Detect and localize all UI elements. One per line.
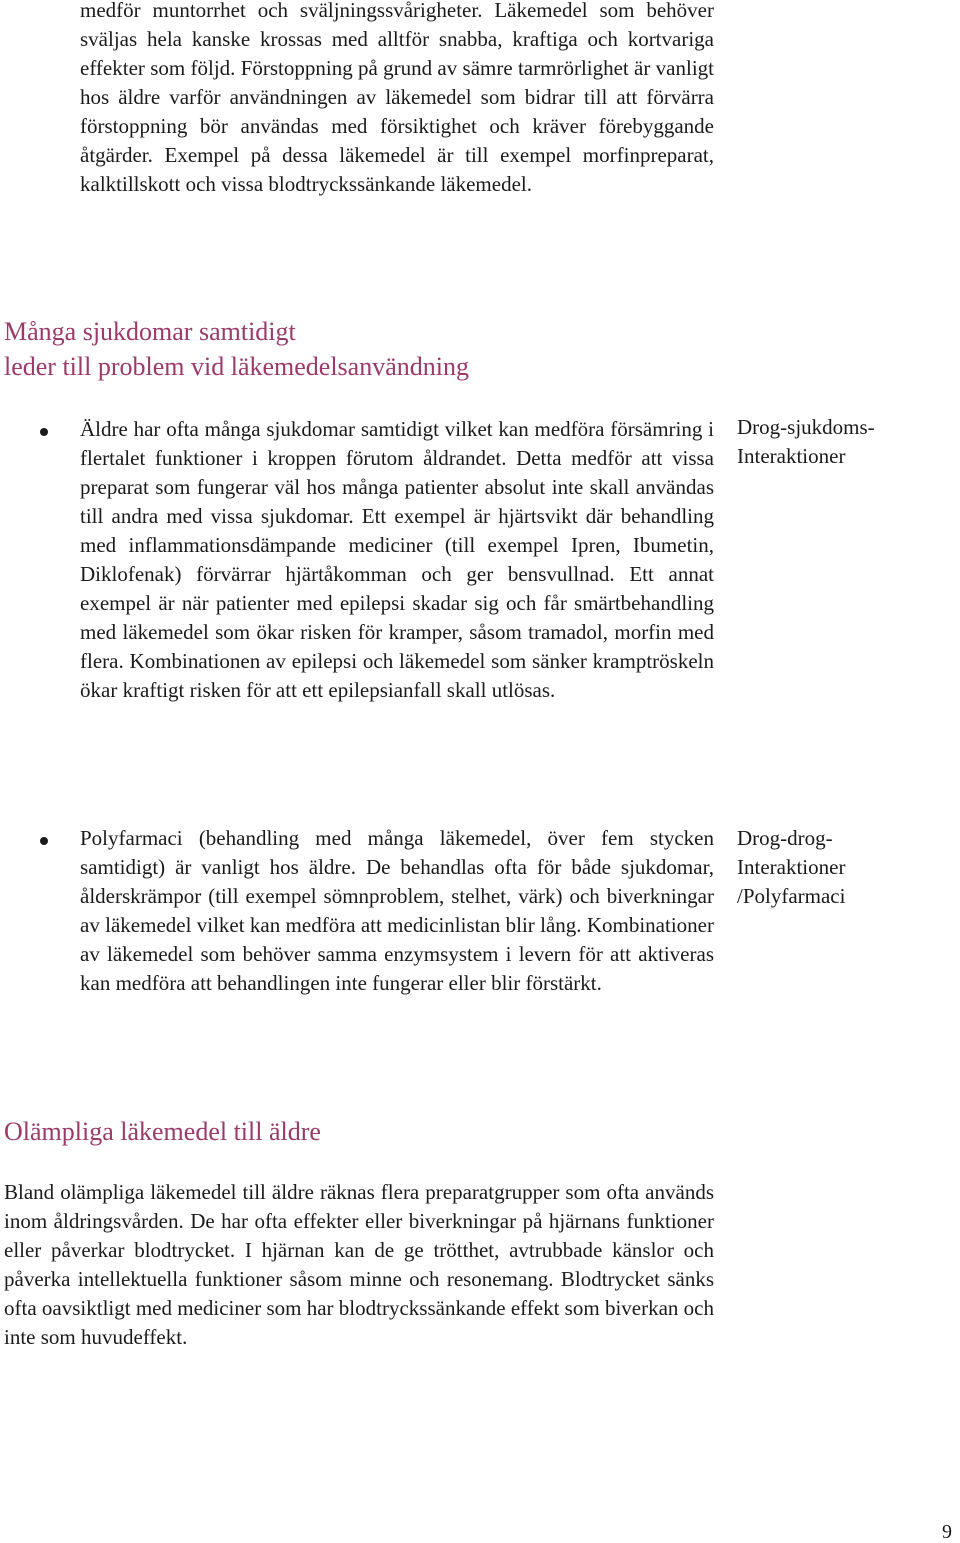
intro-paragraph: medför muntorrhet och sväljningssvårigheter. Läkemedel som behöver sväljas hela kanske krossas med alltför snabba, kraftiga och kortvariga effekter som följd. Förstoppning på grund av sämre tarmrörlighet är vanligt hos äldre varför användningen av läkemedel som bidrar till att förvärra förstoppning bör användas med försiktighet och kräver förebyggande åtgärder. Exempel på dessa läkemedel är till exempel morfinpreparat, kalktillskott och vissa blodtryckssänkande läkemedel.: [80, 0, 714, 196]
heading-line-1: Många sjukdomar samtidigt: [4, 317, 296, 346]
side-note-line: /Polyfarmaci: [737, 884, 846, 908]
side-note-line: Drog-drog-: [737, 826, 833, 850]
side-note-line: Interaktioner: [737, 444, 846, 468]
side-note-line: Drog-sjukdoms-: [737, 415, 875, 439]
heading-line-2: leder till problem vid läkemedelsanvändning: [4, 351, 469, 381]
list-item-polypharmacy: Polyfarmaci (behandling med många läkemedel, över fem stycken samtidigt) är vanligt hos äldre. De behandlas ofta för både sjukdomar, ålderskrämpor (till exempel sömnproblem, stelhet, värk) och biverkningar av läkemedel vilket kan medföra att medicinlistan blir lång. Kombinationer av läkemedel som behöver samma enzymsystem i levern för att aktiveras kan medföra att behandlingen inte fungerar eller blir förstärkt.: [80, 826, 714, 995]
section-heading-many-diseases: [4, 315, 469, 384]
section-heading-inappropriate-drugs: Olämpliga läkemedel till äldre: [4, 1117, 321, 1146]
side-note-polypharmacy: [737, 824, 845, 911]
page-number: 9: [942, 1521, 952, 1543]
side-note-drug-disease: [737, 413, 875, 471]
side-note-line: Interaktioner: [737, 855, 846, 879]
bullet-icon: [40, 837, 48, 845]
list-item-drug-disease: Äldre har ofta många sjukdomar samtidigt vilket kan medföra försämring i flertalet funktioner i kroppen förutom åldrandet. Detta medför att vissa preparat som fungerar väl hos många patienter absolut inte skall användas till andra med vissa sjukdomar. Ett exempel är hjärtsvikt där behandling med inflammationsdämpande mediciner (till exempel Ipren, Ibumetin, Diklofenak) förvärrar hjärtåkomman och ger bensvullnad. Ett annat exempel är när patienter med epilepsi skadar sig och får smärtbehandling med läkemedel som ökar risken för kramper, såsom tramadol, morfin med flera. Kombinationen av epilepsi och läkemedel som sänker kramptröskeln ökar kraftigt risken för att ett epilepsianfall skall utlösas.: [80, 417, 714, 702]
inappropriate-drugs-paragraph: Bland olämpliga läkemedel till äldre räknas flera preparatgrupper som ofta används inom åldringsvården. De har ofta effekter eller biverkningar på hjärnans funktioner eller påverkar blodtrycket. I hjärnan kan de ge trötthet, avtrubbade känslor och påverka intellektuella funktioner såsom minne och resonemang. Blodtrycket sänks ofta oavsiktligt med mediciner som har blodtryckssänkande effekt som biverkan och inte som huvudeffekt.: [4, 1180, 714, 1349]
bullet-icon: [40, 428, 48, 436]
